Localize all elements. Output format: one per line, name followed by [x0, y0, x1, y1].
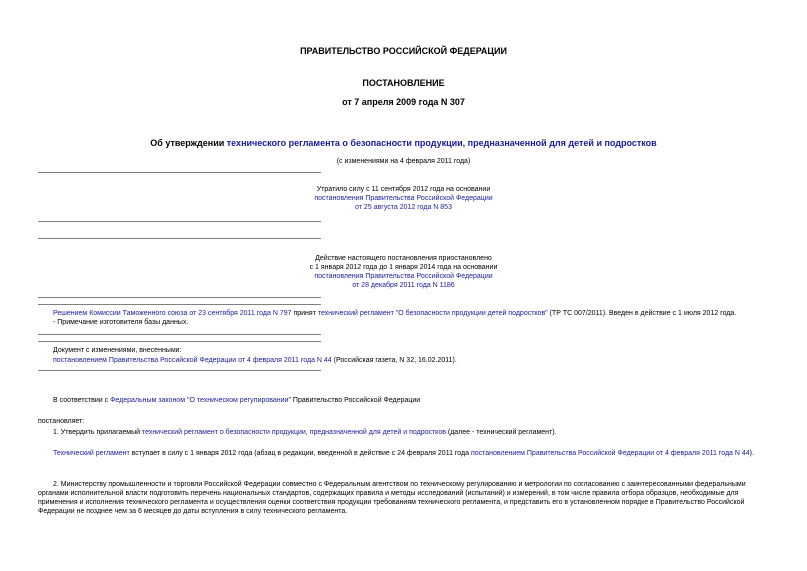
divider: [38, 304, 321, 305]
suspended-link-1[interactable]: постановления Правительства Российской Федерации: [314, 273, 493, 280]
expired-block: [0, 185, 807, 212]
divider: [38, 334, 321, 335]
resolves-text: постановляет:: [38, 418, 85, 425]
paragraph-5: 2. Министерству промышленности и торговли Российской Федерации совместно с Федеральным агентством по техническому регулированию и метрологии по согласованию с заинтересованными федеральными органами исполнительной власти подготовить перечень национальных стандартов, содержащих правила и методы исследований (испытаний) и измерений, в том числе правила отбора образцов, необходимые для применения и исполнения технического регламента и осуществления оценки соответствия продукции требованиям технического регламента, и представить его в установленном порядке в Правительство Российской Федерации не позднее чем за 6 месяцев до даты вступления в силу технического регламента.: [38, 481, 746, 515]
suspended-text-1: Действие настоящего постановления приостановлено: [315, 255, 492, 262]
customs-text-1: принят: [291, 310, 318, 317]
technical-regulation-link[interactable]: Технический регламент: [53, 450, 130, 457]
title-prefix: Об утверждении: [150, 138, 227, 148]
paragraph-3: [53, 428, 788, 437]
title-regulation-link[interactable]: технического регламента о безопасности продукции, предназначенной для детей и подростков: [226, 138, 657, 148]
p1-text-b: Правительство Российской Федерации: [290, 397, 421, 404]
amendment-decree-link[interactable]: постановлением Правительства Российской Федерации от 4 февраля 2011 года N 44: [470, 450, 750, 457]
p3-text-a: 1. Утвердить прилагаемый: [53, 429, 142, 436]
changes-text: (Российская газета, N 32, 16.02.2011).: [331, 357, 457, 364]
customs-decision-link[interactable]: Решением Комиссии Таможенного союза от 23 сентября 2011 года N 797: [53, 310, 292, 317]
suspended-text-2: с 1 января 2012 года до 1 января 2014 года на основании: [309, 264, 498, 271]
document-type: ПОСТАНОВЛЕНИЕ: [362, 78, 445, 88]
divider: [38, 370, 321, 371]
customs-regulation-link[interactable]: технический регламент "О безопасности продукции детей подростков": [317, 310, 548, 317]
changes-decree-link[interactable]: постановлением Правительства Российской Федерации от 4 февраля 2011 года N 44: [53, 357, 332, 364]
changes-note: [53, 346, 788, 365]
paragraph-1: [53, 396, 788, 405]
approved-regulation-link[interactable]: технический регламент о безопасности продукции, предназначенной для детей и подростков: [141, 429, 446, 436]
government-name: ПРАВИТЕЛЬСТВО РОССИЙСКОЙ ФЕДЕРАЦИИ: [300, 46, 507, 56]
divider: [38, 341, 321, 342]
p4-text-a: вступает в силу с 1 января 2012 года (абзац в редакции, введенной в действие с 24 февраля 2011 года: [129, 450, 471, 457]
p4-text-b: ).: [749, 450, 754, 457]
p3-text-b: (далее - технический регламент).: [445, 429, 557, 436]
divider: [38, 221, 321, 222]
document-title: [0, 138, 807, 148]
divider: [38, 172, 321, 173]
database-remark: - Примечание изготовителя базы данных.: [53, 319, 189, 326]
federal-law-link[interactable]: Федеральным законом "О техническом регулировании": [110, 397, 291, 404]
customs-union-note: [53, 309, 788, 327]
divider: [38, 297, 321, 298]
paragraph-4: [38, 449, 773, 458]
divider: [38, 238, 321, 239]
document-date: от 7 апреля 2009 года N 307: [342, 97, 465, 107]
expired-text: Утратило силу с 11 сентября 2012 года на основании: [316, 186, 491, 193]
suspended-link-2[interactable]: от 28 декабря 2011 года N 1186: [352, 282, 455, 289]
expired-link-1[interactable]: постановления Правительства Российской Федерации: [314, 195, 493, 202]
p1-text-a: В соответствии с: [53, 397, 111, 404]
amendments-note: (с изменениями на 4 февраля 2011 года): [336, 158, 471, 165]
suspended-block: [0, 254, 807, 290]
customs-text-2: (ТР ТС 007/2011). Введен в действие с 1 июля 2012 года.: [547, 310, 737, 317]
changes-label: Документ с изменениями, внесенными:: [53, 347, 182, 354]
expired-link-2[interactable]: от 25 августа 2012 года N 853: [355, 204, 452, 211]
